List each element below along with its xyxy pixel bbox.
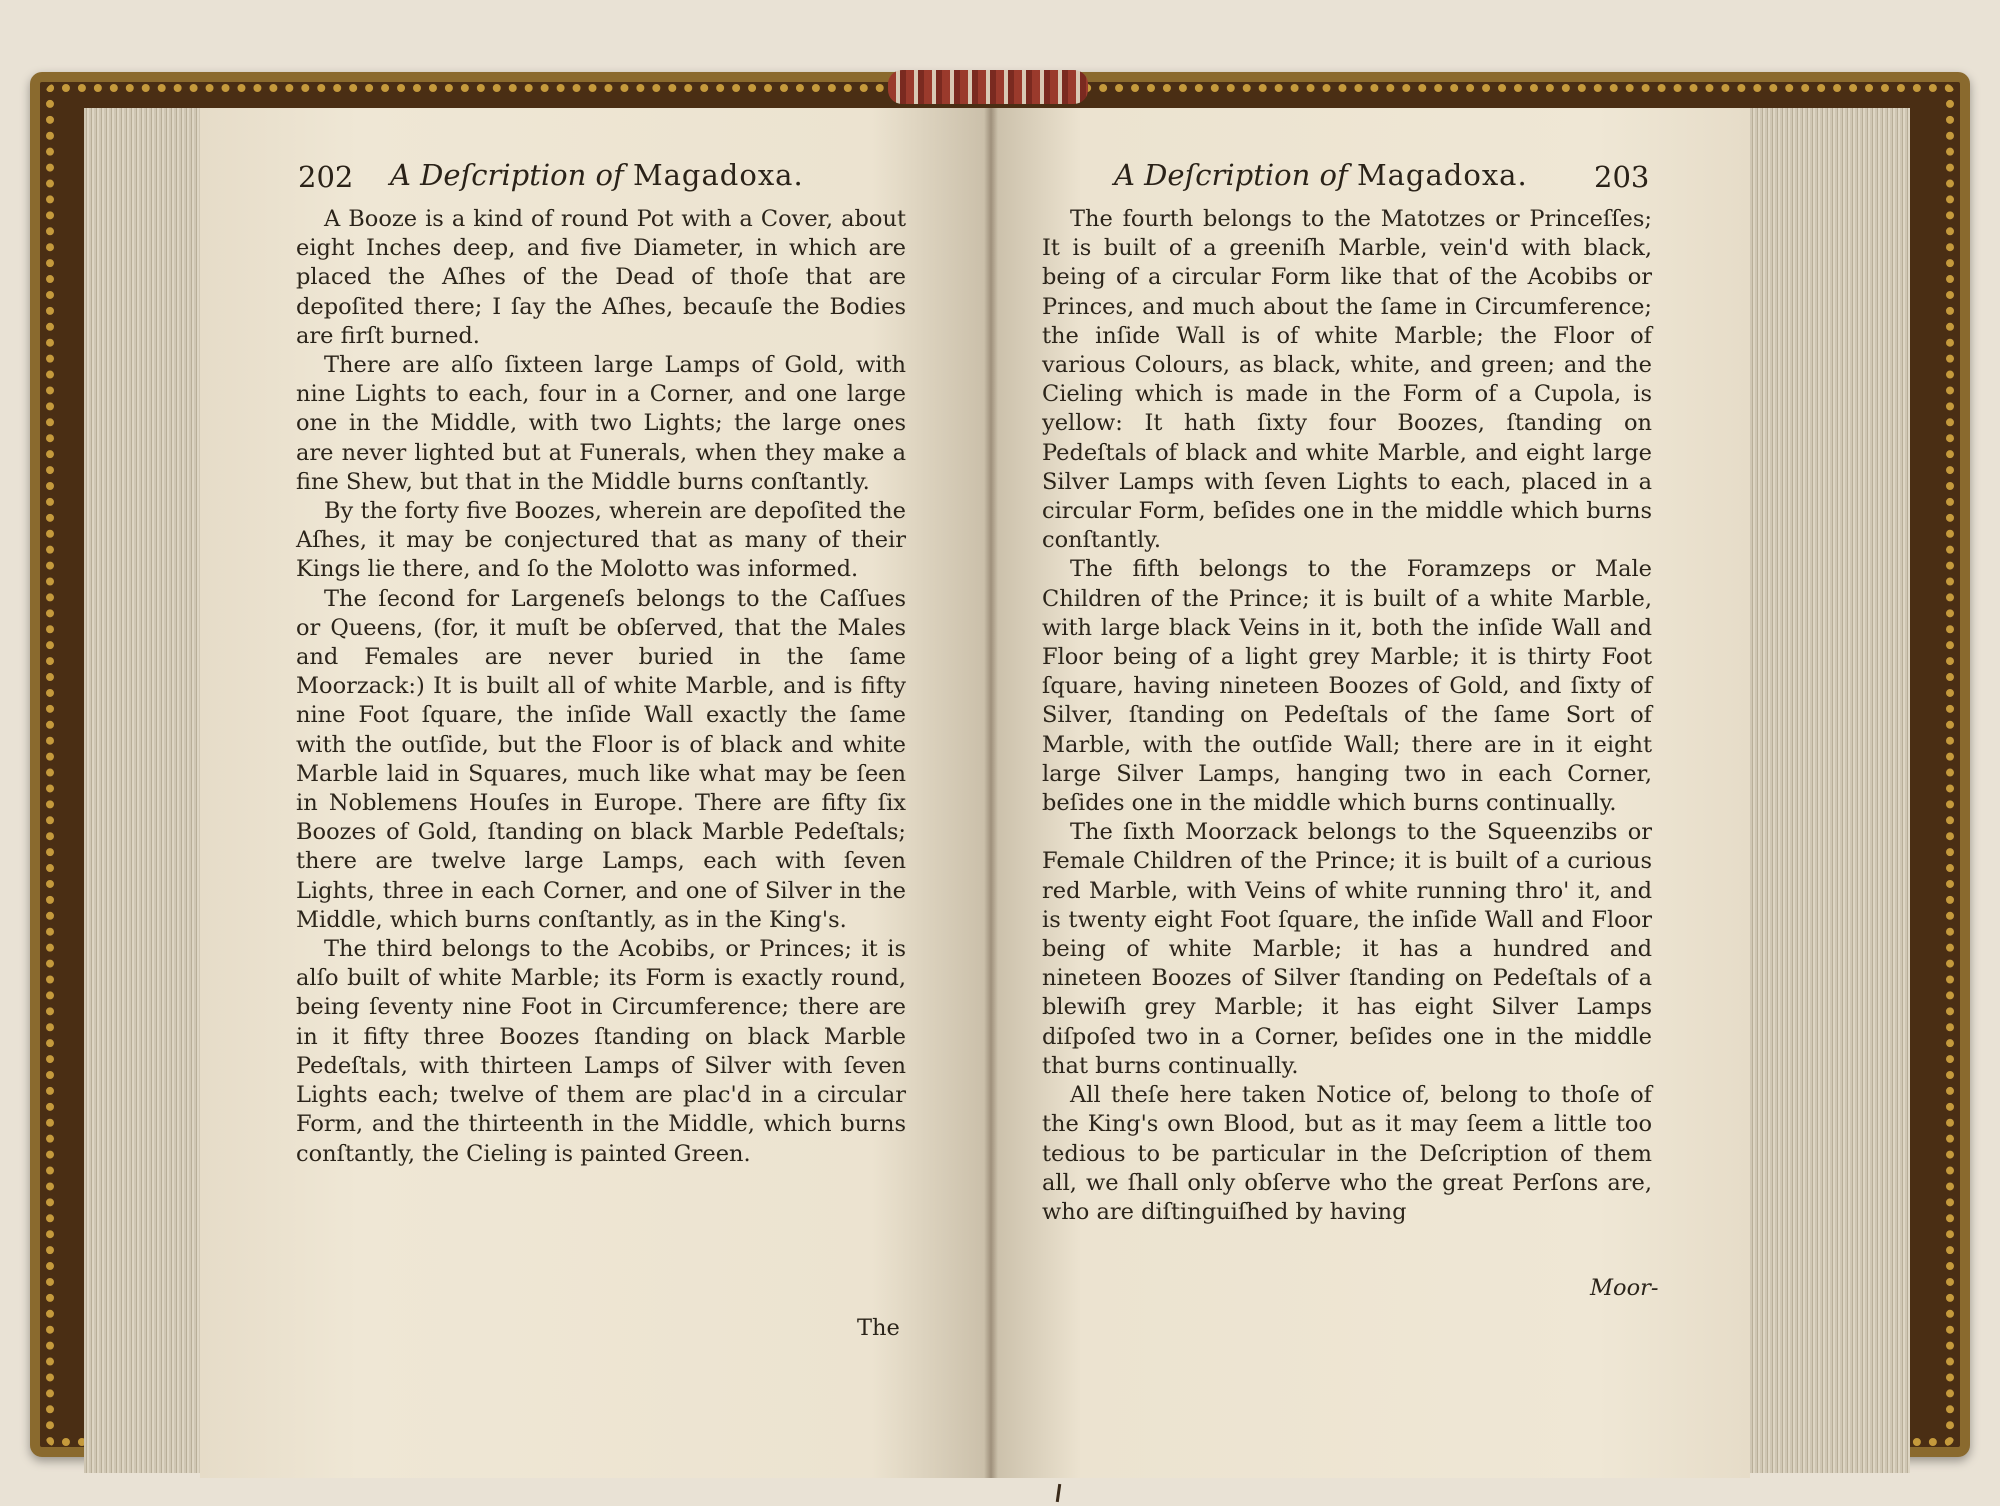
paragraph: All theſe here taken Notice of, belong to thoſe of the King's own Blood, but as it may ſeem a little too tedious to be particular in the Deſcription of them all, we ſhall only obſerve who the great Perſons are, who are diſtinguiſhed by having [1042, 1082, 1652, 1225]
running-header-right [1114, 158, 1528, 196]
paragraph: The third belongs to the Acobibs, or Princes; it is alſo built of white Marble; its Form is exactly round, being ſeventy nine Foot in Circumference; there are in it fifty three Boozes ſtanding on black Marble Pedeſtals, with thirteen Lamps of Silver with ſeven Lights each; twelve of them are plac'd in a circular Form, and the thirteenth in the Middle, which burns conſtantly, the Cieling is painted Green. [296, 936, 906, 1167]
right-page-text [1042, 205, 1652, 1227]
header-place-right: Magadoxa. [1356, 158, 1528, 192]
paragraph: A Booze is a kind of round Pot with a Cover, about eight Inches deep, and five Diameter, in which are placed the Aſhes of the Dead of thoſe that are depoſited there; I ſay the Aſhes, becauſe the Bodies are firſt burned. [296, 206, 906, 349]
page-edges-right [1745, 108, 1910, 1473]
paragraph: By the forty five Boozes, wherein are depoſited the Aſhes, it may be conjectured that as many of their Kings lie there, and ſo the Molotto was informed. [296, 498, 906, 583]
page-number-left: 202 [298, 160, 354, 194]
left-page-text [296, 205, 906, 1169]
header-place-left: Magadoxa. [632, 158, 804, 192]
gutter [984, 108, 998, 1478]
header-title-right: A Deſcription of [1114, 158, 1348, 192]
paragraph: The fourth belongs to the Matotzes or Princeſſes; It is built of a greeniſh Marble, vein'd with black, being of a circular Form like that of the Acobibs or Princes, and much about the ſame in Circumference; the inſide Wall is of white Marble; the Floor of various Colours, as black, white, and green; and the Cieling which is made in the Form of a Cupola, is yellow: It hath ſixty four Boozes, ſtanding on Pedeſtals of black and white Marble, and eight large Silver Lamps with ſeven Lights to each, placed in a circular Form, beſides one in the middle which burns conſtantly. [1042, 206, 1652, 554]
catchword-left: The [857, 1315, 900, 1341]
paragraph: The fifth belongs to the Foramzeps or Male Children of the Prince; it is built of a white Marble, with large black Veins in it, both the inſide Wall and Floor being of a light grey Marble; it is thirty Foot ſquare, having nineteen Boozes of Gold, and ſixty of Silver, ſtanding on Pedeſtals of the ſame Sort of Marble, with the outſide Wall; there are in it eight large Silver Lamps, hanging two in each Corner, beſides one in the middle which burns continually. [1042, 556, 1652, 817]
paragraph: There are alſo ſixteen large Lamps of Gold, with nine Lights to each, four in a Corner, and one large one in the Middle, with two Lights; the large ones are never lighted but at Funerals, when they make a fine Shew, but that in the Middle burns conſtantly. [296, 352, 906, 495]
page-marker [1056, 1484, 1061, 1502]
running-header-left [390, 158, 804, 196]
page-edges-left [84, 108, 204, 1473]
paragraph: The ſecond for Largeneſs belongs to the Caſſues or Queens, (for, it muſt be obſerved, that the Males and Females are never buried in the ſame Moorzack:) It is built all of white Marble, and is fifty nine Foot ſquare, the inſide Wall exactly the ſame with the outſide, but the Floor is of black and white Marble laid in Squares, much like what may be ſeen in Noblemens Houſes in Europe. There are fifty ſix Boozes of Gold, ſtanding on black Marble Pedeſtals; there are twelve large Lamps, each with ſeven Lights, three in each Corner, and one of Silver in the Middle, which burns conſtantly, as in the King's. [296, 585, 906, 933]
page-number-right: 203 [1594, 160, 1650, 194]
header-title-left: A Deſcription of [390, 158, 624, 192]
catchword-right: Moor- [1590, 1275, 1659, 1301]
paragraph: The ſixth Moorzack belongs to the Squeenzibs or Female Children of the Prince; it is built of a curious red Marble, with Veins of white running thro' it, and is twenty eight Foot ſquare, the inſide Wall and Floor being of white Marble; it has a hundred and nineteen Boozes of Silver ſtanding on Pedeſtals of a blewiſh grey Marble; it has eight Silver Lamps diſpoſed two in a Corner, beſides one in the middle that burns continually. [1042, 819, 1652, 1079]
headband [888, 70, 1088, 104]
